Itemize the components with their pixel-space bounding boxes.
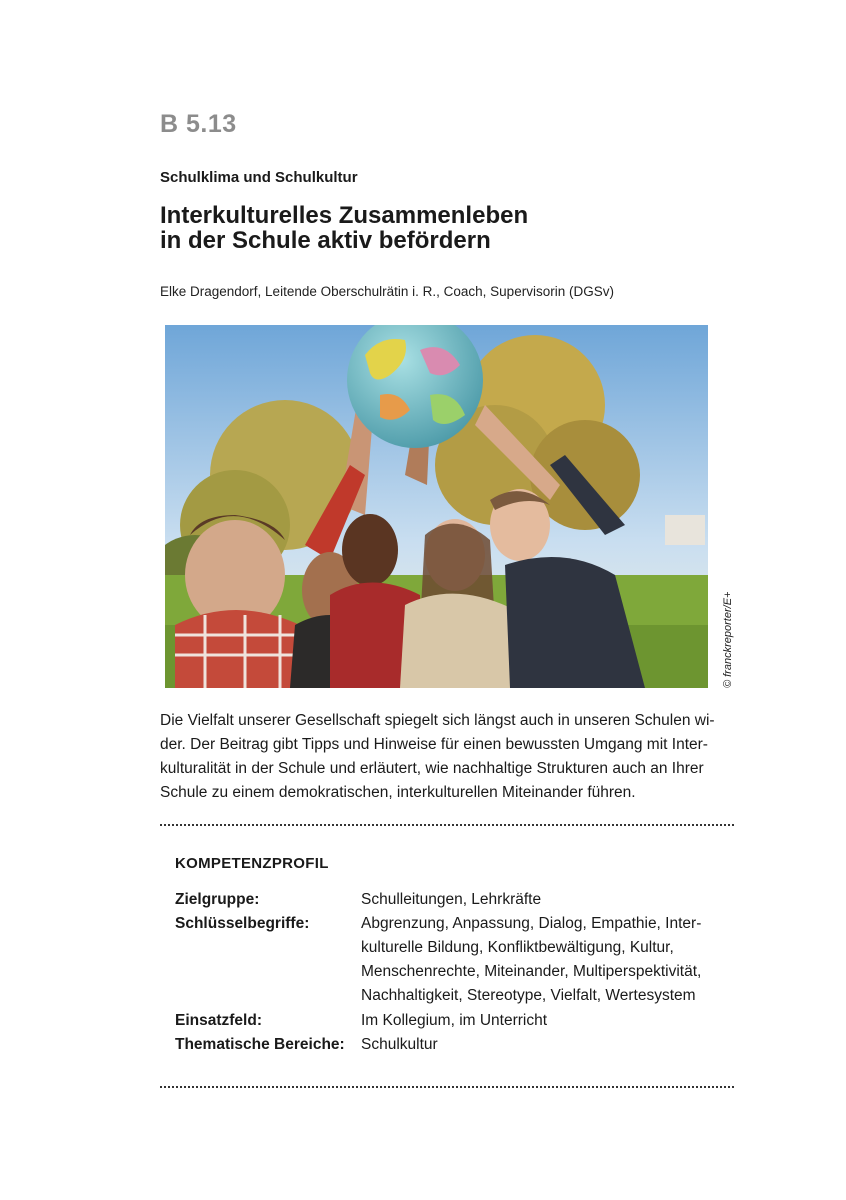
label-einsatzfeld: Einsatzfeld: — [175, 1012, 262, 1029]
cover-photo — [165, 325, 708, 688]
label-thematische-bereiche: Thematische Bereiche: — [175, 1036, 345, 1053]
kompetenzprofil-title: KOMPETENZPROFIL — [175, 855, 329, 872]
title-line-1: Interkulturelles Zusammenleben — [160, 202, 529, 229]
schluessel-line-4: Nachhaltigkeit, Stereotype, Vielfalt, Wertesystem — [361, 987, 696, 1004]
schluessel-line-3: Menschenrechte, Miteinander, Multiperspektivität, — [361, 963, 702, 980]
intro-line-2: der. Der Beitrag gibt Tipps und Hinweise für einen bewussten Umgang mit Inter- — [160, 736, 708, 753]
divider-top — [160, 824, 734, 826]
intro-line-1: Die Vielfalt unserer Gesellschaft spiegelt sich längst auch in unseren Schulen wi- — [160, 712, 715, 729]
author-line: Elke Dragendorf, Leitende Oberschulrätin i. R., Coach, Supervisorin (DGSv) — [160, 284, 614, 299]
intro-paragraph — [160, 709, 736, 805]
label-schluesselbegriffe: Schlüsselbegriffe: — [175, 915, 310, 932]
document-code: B 5.13 — [160, 110, 237, 138]
value-schluesselbegriffe — [361, 912, 741, 1008]
label-zielgruppe: Zielgruppe: — [175, 891, 260, 908]
divider-bottom — [160, 1086, 734, 1088]
intro-line-3: kulturalität in der Schule und erläutert, wie nachhaltige Strukturen auch an Ihrer — [160, 760, 704, 777]
value-zielgruppe: Schulleitungen, Lehrkräfte — [361, 891, 542, 908]
value-einsatzfeld: Im Kollegium, im Unterricht — [361, 1012, 548, 1029]
section-title: Schulklima und Schulkultur — [160, 169, 358, 186]
schluessel-line-1: Abgrenzung, Anpassung, Dialog, Empathie, Inter- — [361, 915, 702, 932]
value-thematische-bereiche: Schulkultur — [361, 1036, 438, 1053]
title-line-2: in der Schule aktiv befördern — [160, 227, 491, 254]
photo-credit: © franckreporter/E+ — [722, 591, 734, 688]
schluessel-line-2: kulturelle Bildung, Konfliktbewältigung, Kultur, — [361, 939, 674, 956]
page-title — [160, 203, 720, 253]
intro-line-4: Schule zu einem demokratischen, interkulturellen Miteinander führen. — [160, 784, 636, 801]
